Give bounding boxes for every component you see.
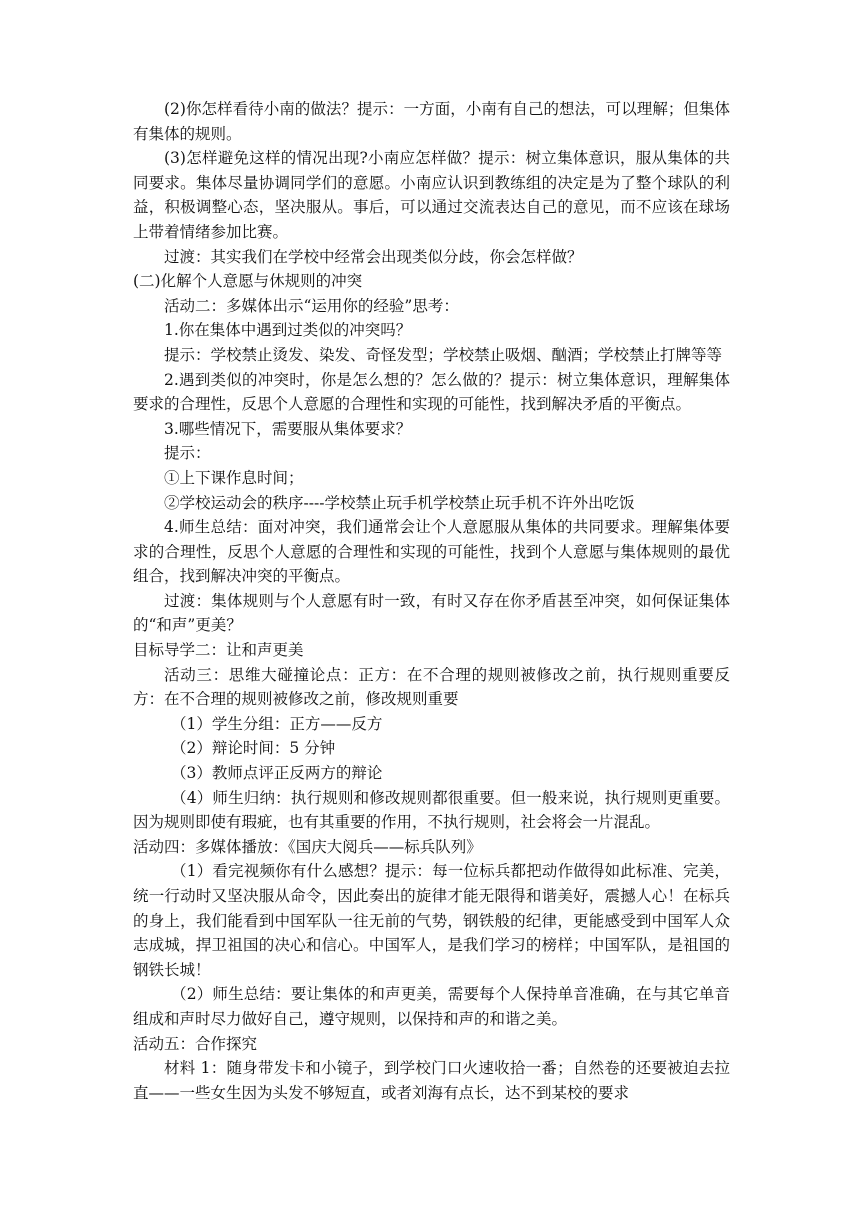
- section-heading: 活动五：合作探究: [133, 1034, 258, 1053]
- list-item: ①上下课作息时间；: [164, 468, 304, 487]
- paragraph: 3.哪些情况下，需要服从集体要求？: [164, 419, 412, 438]
- paragraph: 活动三：思维大碰撞论点：正方：在不合理的规则被修改之前，执行规则重要反方：在不合理的规则被修改之前，修改规则重要: [133, 665, 730, 709]
- list-item: （1）学生分组：正方——反方: [171, 714, 383, 733]
- section-heading: 活动四：多媒体播放：《国庆大阅兵——标兵队列》: [133, 837, 482, 856]
- paragraph: (3)怎样避免这样的情况出现?小南应怎样做？提示：树立集体意识，服从集体的共同要求。集体尽量协调同学们的意愿。小南应认识到教练组的决定是为了整个球队的利益，积极调整心态，坚决服从。事后，可以通过交流表达自己的意见，而不应该在球场上带着情绪参加比赛。: [133, 149, 730, 241]
- list-item: （2）辩论时间：5 分钟: [171, 739, 336, 758]
- paragraph: 过渡：集体规则与个人意愿有时一致，有时又存在你矛盾甚至冲突，如何保证集体的“和声”更美？: [133, 591, 730, 635]
- paragraph: (2)你怎样看待小南的做法？提示：一方面，小南有自己的想法，可以理解；但集体有集体的规则。: [133, 100, 730, 143]
- paragraph: 4.师生总结：面对冲突，我们通常会让个人意愿服从集体的共同要求。理解集体要求的合理性，反思个人意愿的合理性和实现的可能性，找到个人意愿与集体规则的最优组合，找到解决冲突的平衡点。: [133, 518, 730, 586]
- paragraph: 过渡：其实我们在学校中经常会出现类似分歧，你会怎样做？: [164, 247, 583, 266]
- paragraph: 材料 1：随身带发卡和小镜子，到学校门口火速收拾一番；自然卷的还要被迫去拉直——一些女生因为头发不够短直，或者刘海有点长，达不到某校的要求: [133, 1059, 730, 1102]
- paragraph: 提示：: [164, 444, 211, 463]
- section-heading: 目标导学二：让和声更美: [133, 641, 304, 660]
- document-body: [133, 97, 730, 1105]
- paragraph: 提示：学校禁止烫发、染发、奇怪发型；学校禁止吸烟、酗酒；学校禁止打牌等等: [164, 345, 723, 364]
- paragraph: 2.遇到类似的冲突时，你是怎么想的？怎么做的？提示：树立集体意识，理解集体要求的合理性，反思个人意愿的合理性和实现的可能性，找到解决矛盾的平衡点。: [133, 370, 730, 414]
- paragraph: （2）师生总结：要让集体的和声更美，需要每个人保持单音准确，在与其它单音组成和声时尽力做好自己，遵守规则，以保持和声的和谐之美。: [133, 985, 730, 1028]
- paragraph: 1.你在集体中遇到过类似的冲突吗？: [164, 321, 412, 340]
- list-item: ②学校运动会的秩序----学校禁止玩手机学校禁止玩手机不许外出吃饭: [164, 493, 635, 512]
- paragraph: （1）看完视频你有什么感想？提示：每一位标兵都把动作做得如此标准、完美，统一行动时又坚决服从命令，因此奏出的旋律才能无限得和谐美好，震撼人心！在标兵的身上，我们能看到中国军队一往无前的气势，钢铁般的纪律，更能感受到中国军人众志成城，捍卫祖国的决心和信心。中国军人，是我们学习的榜样；中国军队，是祖国的钢铁长城！: [133, 862, 730, 979]
- paragraph: （4）师生归纳：执行规则和修改规则都很重要。但一般来说，执行规则更重要。因为规则即使有瑕疵，也有其重要的作用，不执行规则，社会将会一片混乱。: [133, 788, 730, 832]
- section-heading: (二)化解个人意愿与休规则的冲突: [133, 272, 363, 291]
- paragraph: 活动二：多媒体出示“运用你的经验”思考：: [164, 296, 459, 315]
- list-item: （3）教师点评正反两方的辩论: [171, 764, 383, 783]
